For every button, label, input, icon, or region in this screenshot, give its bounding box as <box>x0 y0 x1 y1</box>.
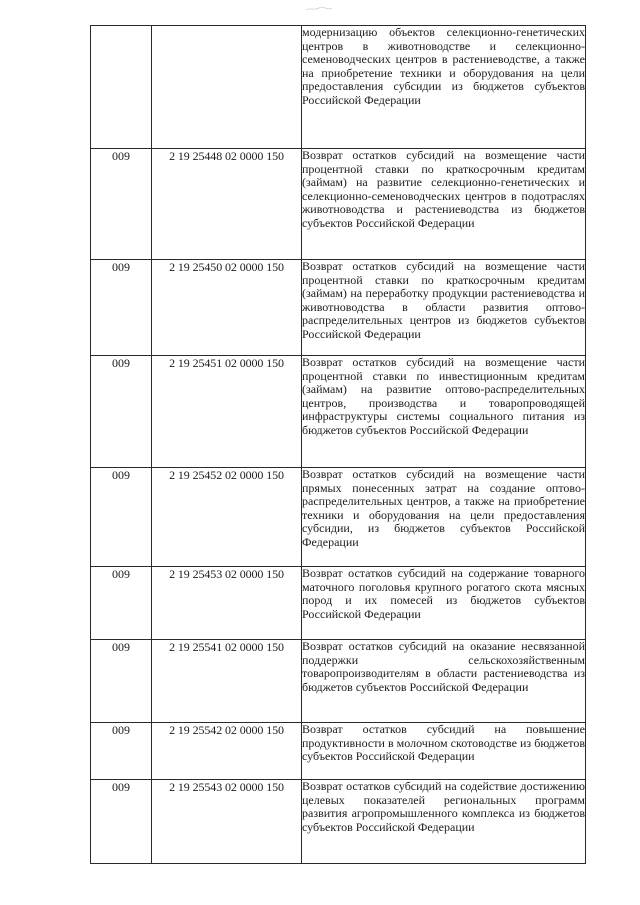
table-row <box>91 260 586 356</box>
table-row <box>91 356 586 468</box>
table-row <box>91 567 586 640</box>
budget-code-cell: 2 19 25543 02 0000 150 <box>152 780 302 864</box>
table-row <box>91 149 586 260</box>
revenue-name-cell: Возврат остатков субсидий на содержание товарного маточного поголовья крупного рогатого скота мясных пород и их помесей из бюджетов субъектов Российской Федерации <box>302 567 586 640</box>
revenue-name-cell: Возврат остатков субсидий на возмещение части процентной ставки по инвестиционным кредитам (займам) на развитие оптово-распределительных центров, производства и товаропроводящей инфраструктуры системы социального питания из бюджетов субъектов Российской Федерации <box>302 356 586 468</box>
admin-code-cell: 009 <box>91 723 152 780</box>
budget-code-cell: 2 19 25453 02 0000 150 <box>152 567 302 640</box>
admin-code-cell: 009 <box>91 260 152 356</box>
table-row <box>91 640 586 723</box>
budget-code-cell: 2 19 25448 02 0000 150 <box>152 149 302 260</box>
budget-code-cell: 2 19 25452 02 0000 150 <box>152 468 302 567</box>
revenue-name-cell: Возврат остатков субсидий на содействие достижению целевых показателей региональных программ развития агропромышленного комплекса из бюджетов субъектов Российской Федерации <box>302 780 586 864</box>
revenue-name-cell: Возврат остатков субсидий на оказание несвязанной поддержки сельскохозяйственным товаропроизводителям в области растениеводства из бюджетов субъектов Российской Федерации <box>302 640 586 723</box>
table-row <box>91 26 586 149</box>
table-row <box>91 723 586 780</box>
revenue-name-cell: Возврат остатков субсидий на возмещение части процентной ставки по краткосрочным кредитам (займам) на развитие селекционно-генетических и селекционно-семеноводческих центров в подотраслях животноводства и растениеводства из бюджетов субъектов Российской Федерации <box>302 149 586 260</box>
table-row <box>91 468 586 567</box>
budget-code-cell: 2 19 25542 02 0000 150 <box>152 723 302 780</box>
revenue-name-cell: Возврат остатков субсидий на возмещение части процентной ставки по краткосрочным кредитам (займам) на переработку продукции растениеводства и животноводства в области развития оптово-распределительных центров из бюджетов субъектов Российской Федерации <box>302 260 586 356</box>
admin-code-cell <box>91 26 152 149</box>
admin-code-cell: 009 <box>91 567 152 640</box>
admin-code-cell: 009 <box>91 356 152 468</box>
revenue-name-cell: Возврат остатков субсидий на повышение продуктивности в молочном скотоводстве из бюджетов субъектов Российской Федерации <box>302 723 586 780</box>
admin-code-cell: 009 <box>91 640 152 723</box>
budget-classification-table <box>90 25 586 864</box>
table-row <box>91 780 586 864</box>
admin-code-cell: 009 <box>91 780 152 864</box>
admin-code-cell: 009 <box>91 468 152 567</box>
budget-code-cell: 2 19 25450 02 0000 150 <box>152 260 302 356</box>
budget-code-cell: 2 19 25541 02 0000 150 <box>152 640 302 723</box>
scan-artifact-mark <box>305 6 333 12</box>
budget-code-cell: 2 19 25451 02 0000 150 <box>152 356 302 468</box>
revenue-name-cell: модернизацию объектов селекционно-генетических центров в животноводстве и селекционно-семеноводческих центров в растениеводстве, а также на приобретение техники и оборудования на цели предоставления субсидии из бюджетов субъектов Российской Федерации <box>302 26 586 149</box>
revenue-name-cell: Возврат остатков субсидий на возмещение части прямых понесенных затрат на создание оптово-распределительных центров, а также на приобретение техники и оборудования на цели предоставления субсидии, из бюджетов субъектов Российской Федерации <box>302 468 586 567</box>
budget-code-cell <box>152 26 302 149</box>
admin-code-cell: 009 <box>91 149 152 260</box>
